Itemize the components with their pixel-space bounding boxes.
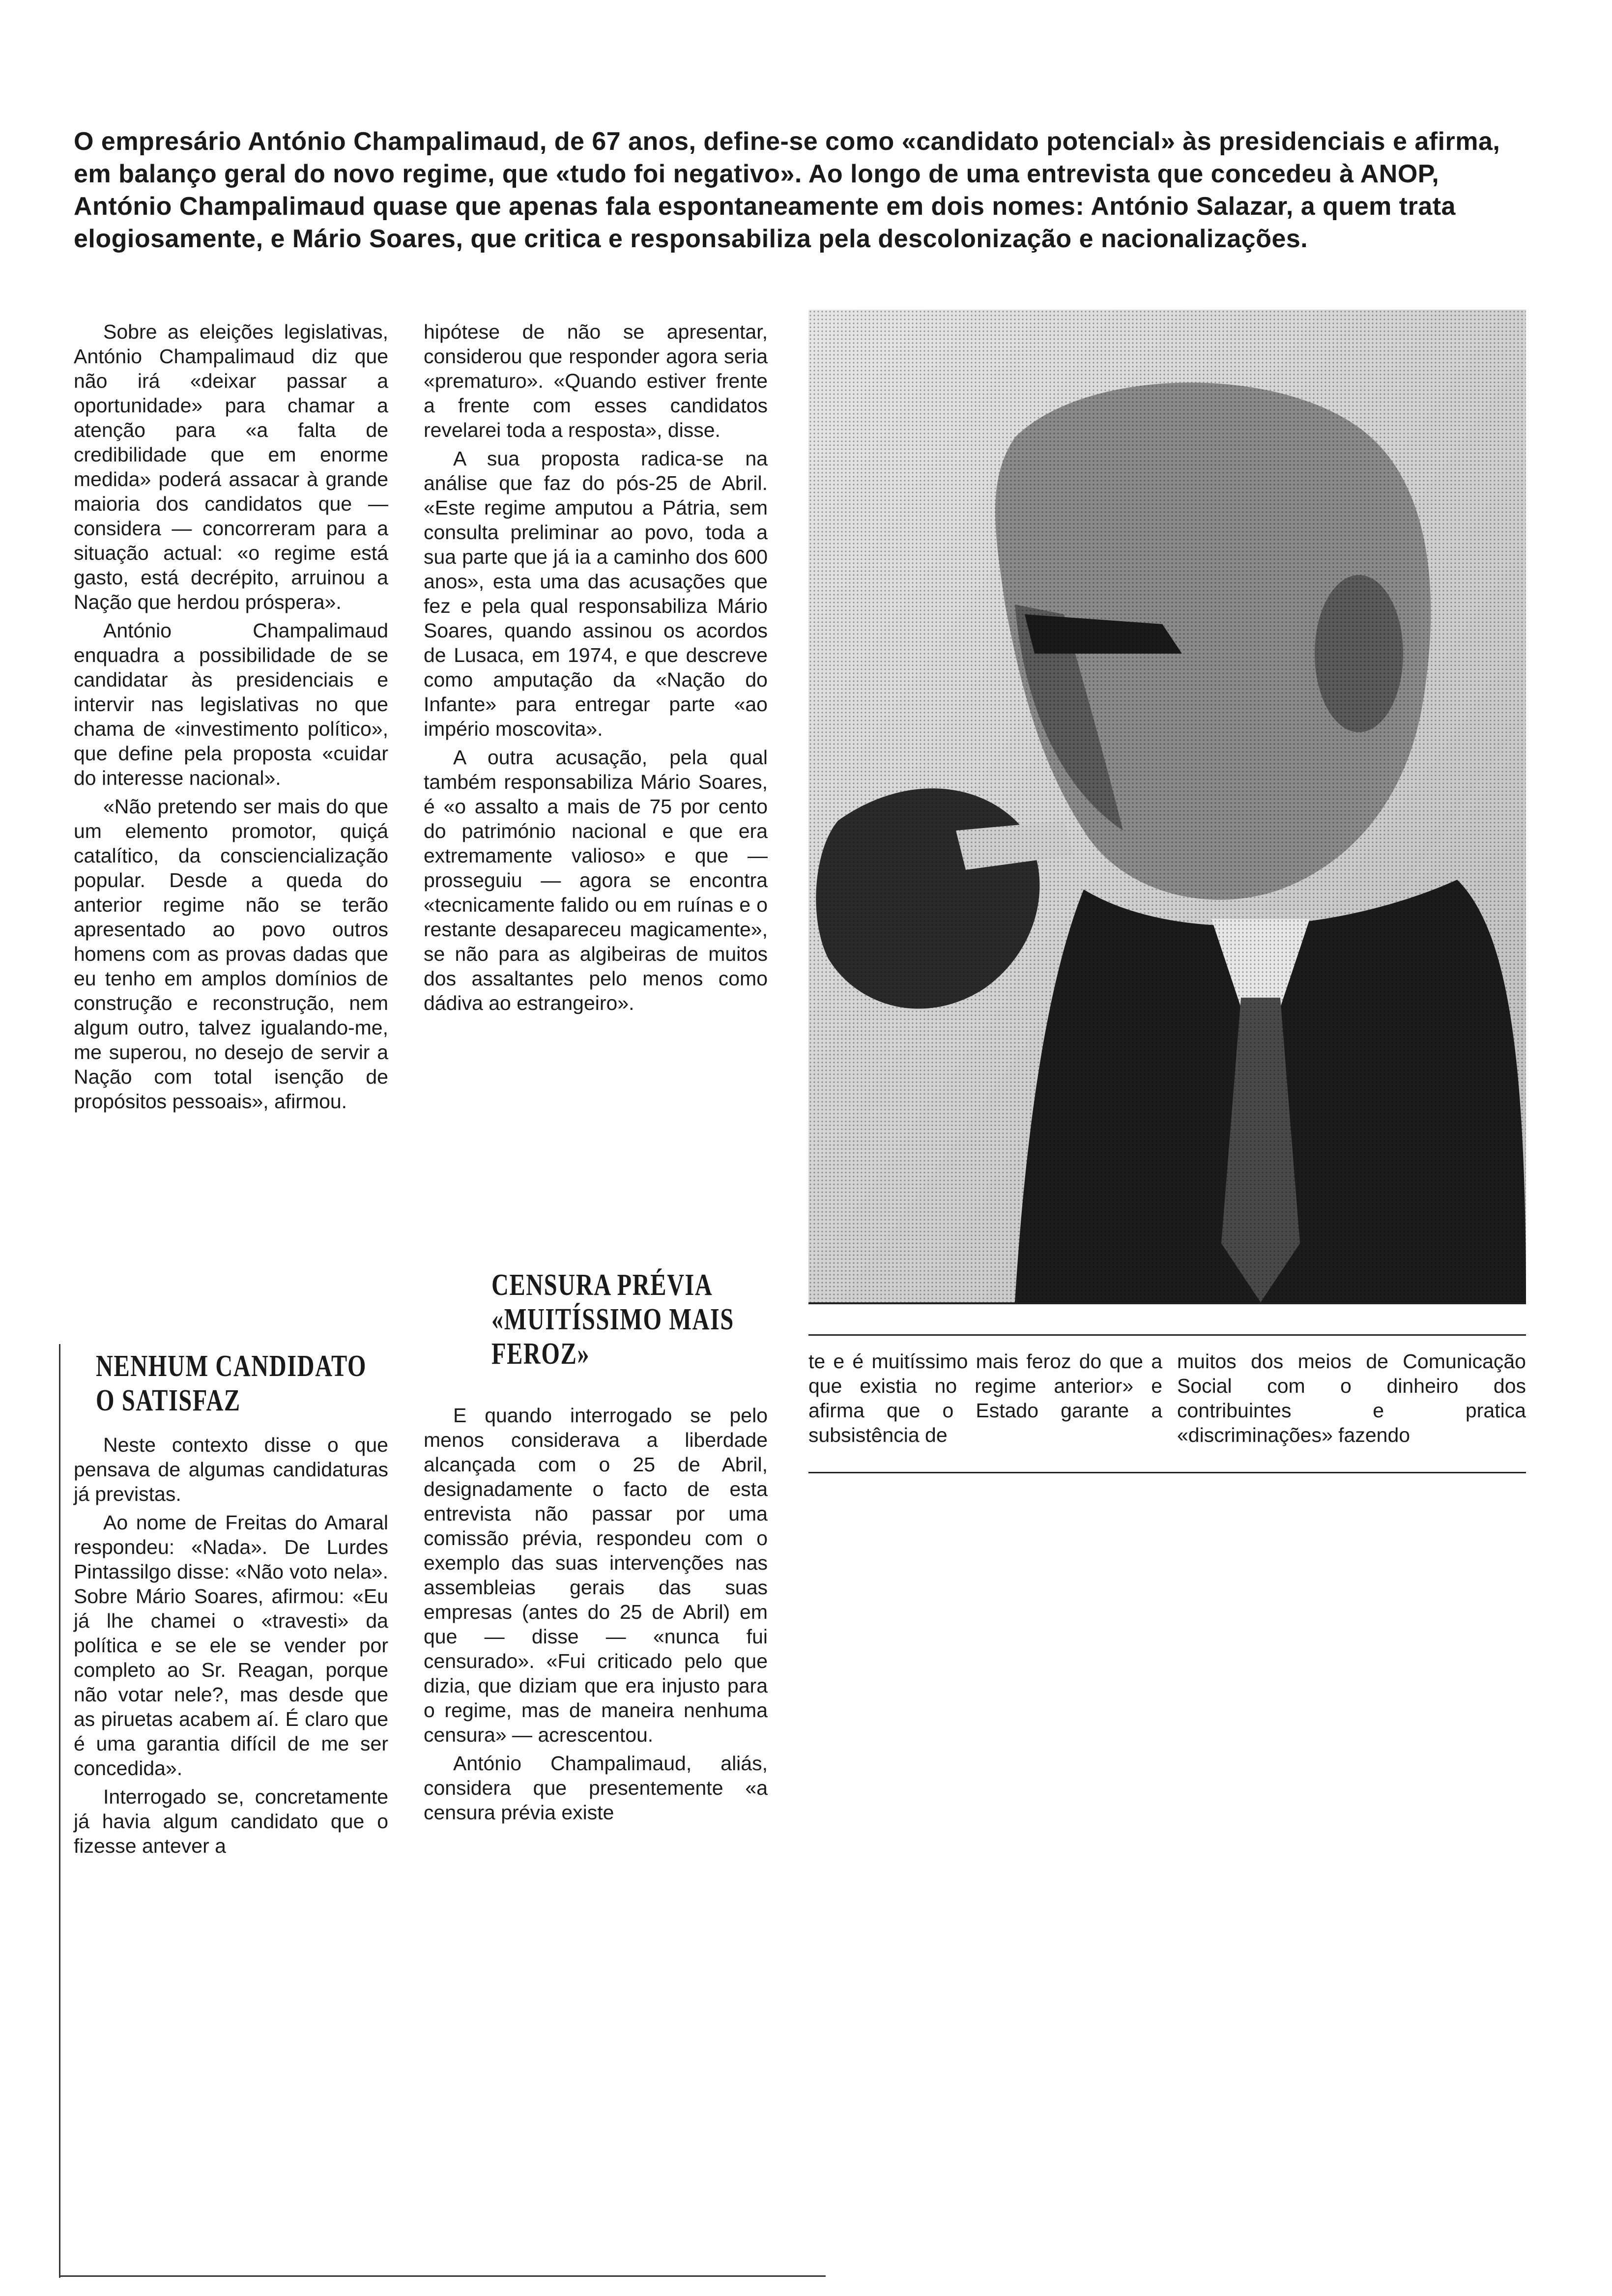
clipping-edge — [59, 2275, 826, 2277]
column-4: muitos dos meios de Comunicação Social com o dinheiro dos contribuintes e pratica «discriminações» fazendo — [1177, 1350, 1526, 1446]
subhead-prior-censorship: CENSURA PRÉVIA «MUITÍSSIMO MAIS FEROZ» — [491, 1268, 734, 1371]
lead-paragraph: O empresário António Champalimaud, de 67 anos, define-se como «candidato potencial» às presidenciais e afirma, em balanço geral do novo regime, que «tudo foi negativo». Ao longo de uma entrevista que concedeu à ANOP, António Champalimaud quase que apenas fala espontaneamente em dois nomes: António Salazar, a quem trata elogiosamente, e Mário Soares, que critica e responsabiliza pela descolonização e nacionalizações. — [74, 127, 1500, 253]
paragraph: E quando interrogado se pelo menos considerava a liberdade alcançada com o 25 de Abril, designadamente o facto de esta entrevista não passar por uma comissão prévia, respondeu com o exemplo das suas intervenções nas assembleias gerais das suas empresas (antes do 25 de Abril) em que — disse — «nunca fui censurado». «Fui criticado pelo que dizia, que diziam que era injusto para o regime, mas de maneira nenhuma censura» — acrescentou. — [424, 1404, 768, 1746]
column-2 — [424, 319, 768, 1019]
column-1-lower — [74, 1433, 388, 1862]
paragraph: Neste contexto disse o que pensava de algumas candidaturas já previstas. — [74, 1434, 388, 1505]
paragraph: hipótese de não se apresentar, considerou que responder agora seria «prematuro». «Quando estiver frente a frente com esses candidatos revelarei toda a resposta», disse. — [424, 320, 768, 441]
paragraph: A outra acusação, pela qual também responsabiliza Mário Soares, é «o assalto a mais de 75 por cento do património nacional e que era extremamente valioso» e que — prosseguiu — agora se encontra «tecnicamente falido ou em ruínas e o restante desapareceu magicamente», se não para as algibeiras de muitos dos assaltantes pelo menos como dádiva ao estrangeiro». — [424, 746, 768, 1014]
paragraph: Ao nome de Freitas do Amaral respondeu: «Nada». De Lurdes Pintassilgo disse: «Não voto nela». Sobre Mário Soares, afirmou: «Eu já lhe chamei o «travesti» da política e se ele se vender por completo ao Sr. Reagan, porque não votar nele?, mas desde que as piruetas acabem aí. É claro que é uma garantia difícil de me ser concedida». — [74, 1511, 388, 1779]
column-2-lower — [424, 1403, 768, 1829]
subhead-no-candidate: NENHUM CANDIDATO O SATISFAZ — [96, 1349, 367, 1417]
clipping-edge — [59, 1344, 60, 2278]
paragraph: Sobre as eleições legislativas, António Champalimaud diz que não irá «deixar passar a oportunidade» para chamar a atenção para «a falta de credibilidade que em enorme medida» poderá assacar à grande maioria dos candidatos que — considera — concorreram para a situação actual: «o regime está gasto, está decrépito, arruinou a Nação que herdou próspera». — [74, 320, 388, 613]
column-3: te e é muitíssimo mais feroz do que a que existia no regime anterior» e afirma que o Estado garante a subsistência de — [808, 1350, 1162, 1446]
paragraph: Interrogado se, concretamente já havia algum candidato que o fizesse antever a — [74, 1785, 388, 1857]
paragraph: António Champalimaud enquadra a possibilidade de se candidatar às presidenciais e intervir nas legislativas no que chama de «investimento político», que define pela proposta «cuidar do interesse nacional». — [74, 619, 388, 789]
divider — [808, 1334, 1526, 1336]
paragraph: «Não pretendo ser mais do que um elemento promotor, quiçá catalítico, da consciencialização popular. Desde a queda do anterior regime não se terão apresentado ao povo outros homens com as provas dadas que eu tenho em amplos domínios de construção e reconstrução, nem algum outro, talvez igualando-me, me superou, no desejo de servir a Nação com total isenção de propósitos pessoais», afirmou. — [74, 795, 388, 1113]
paragraph: António Champalimaud, aliás, considera que presentemente «a censura prévia existe — [424, 1752, 768, 1824]
portrait-photo — [808, 310, 1526, 1304]
divider — [808, 1472, 1526, 1473]
paragraph: A sua proposta radica-se na análise que faz do pós-25 de Abril. «Este regime amputou a Pátria, sem consulta preliminar ao povo, toda a sua parte que já ia a caminho dos 600 anos», esta uma das acusações que fez e pela qual responsabiliza Mário Soares, quando assinou os acordos de Lusaca, em 1974, e que descreve como amputação da «Nação do Infante» para entregar parte «ao império moscovita». — [424, 447, 768, 740]
column-1 — [74, 319, 388, 1118]
